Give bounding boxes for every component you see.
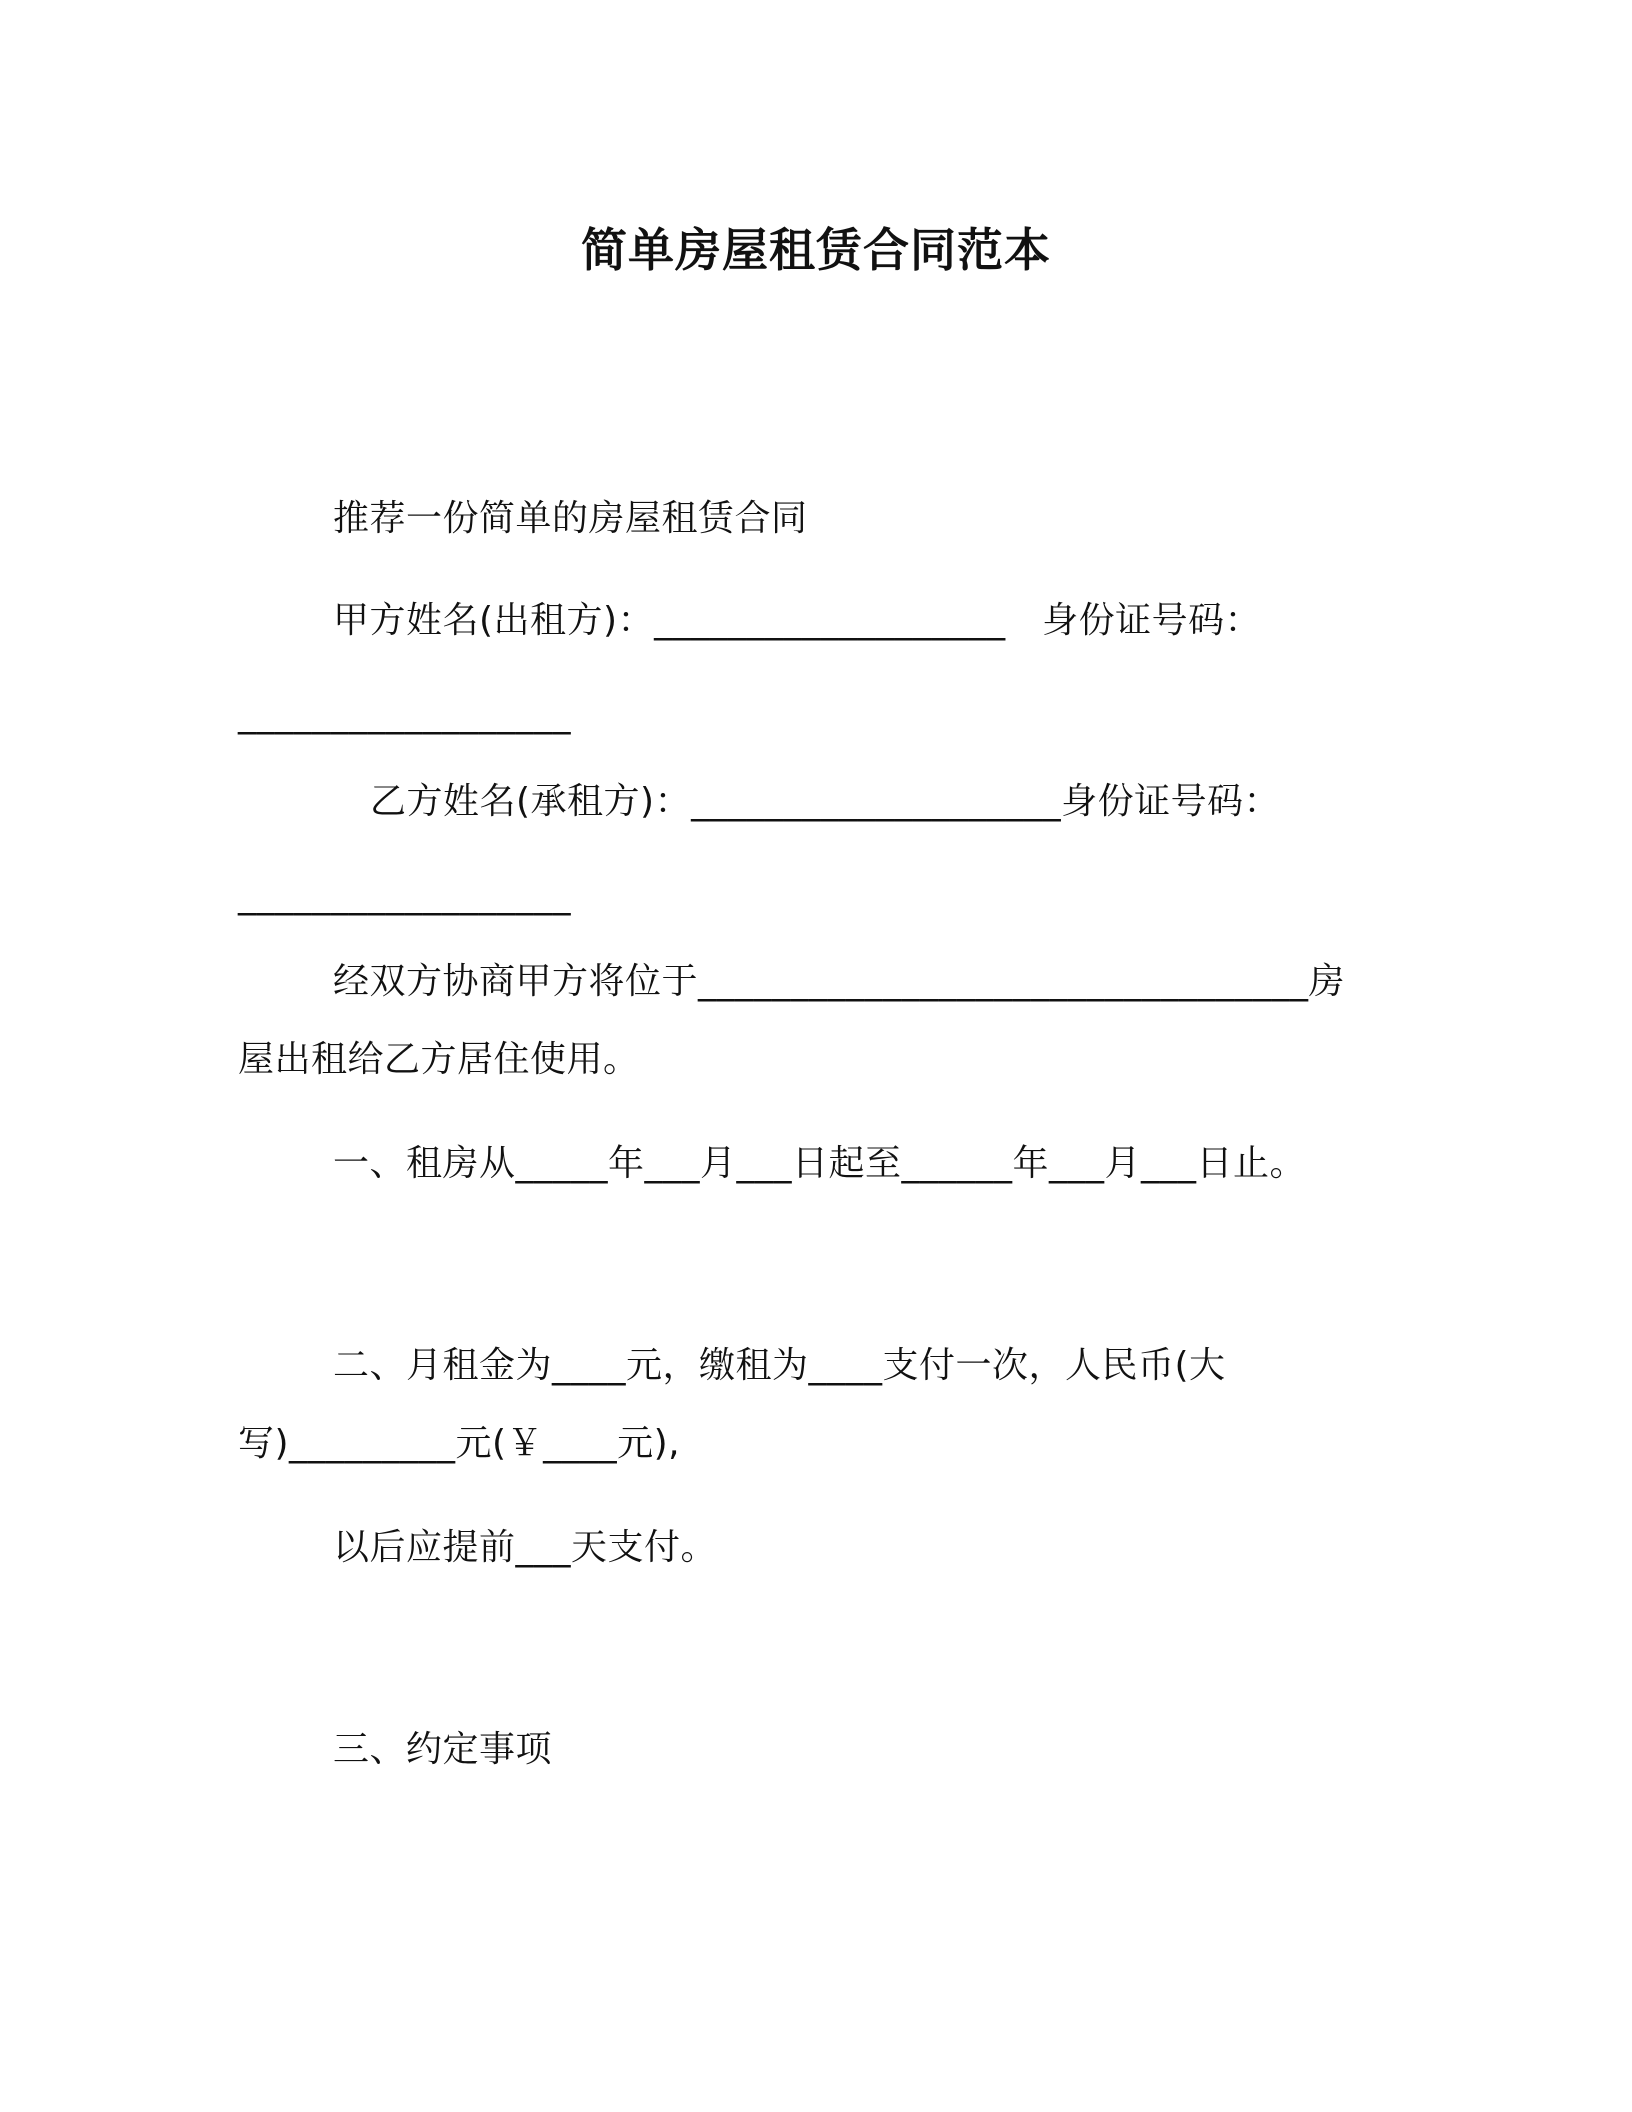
clause-2-payment-advance: 以后应提前___天支付。 <box>333 1527 718 1568</box>
clause-1-term: 一、租房从_____年___月___日起至______年___月___日止。 <box>333 1143 1307 1184</box>
party-b-line: 乙方姓名(承租方)：____________________身份证号码： <box>370 781 1281 822</box>
clause-3-heading: 三、约定事项 <box>333 1729 553 1770</box>
document-title: 简单房屋租赁合同范本 <box>581 223 1051 277</box>
party-b-id-blank: __________________ <box>238 875 571 916</box>
location-line-cont: 屋出租给乙方居住使用。 <box>238 1039 640 1080</box>
location-line: 经双方协商甲方将位于_________________________________房 <box>333 961 1346 1002</box>
clause-2-rent: 二、月租金为____元，缴租为____支付一次，人民币(大 <box>333 1345 1226 1386</box>
intro-line: 推荐一份简单的房屋租赁合同 <box>333 498 808 539</box>
clause-2-rent-cont: 写)_________元(￥____元), <box>238 1423 681 1464</box>
party-a-line: 甲方姓名(出租方)：___________________ 身份证号码： <box>333 600 1262 641</box>
party-a-id-blank: __________________ <box>238 694 571 735</box>
